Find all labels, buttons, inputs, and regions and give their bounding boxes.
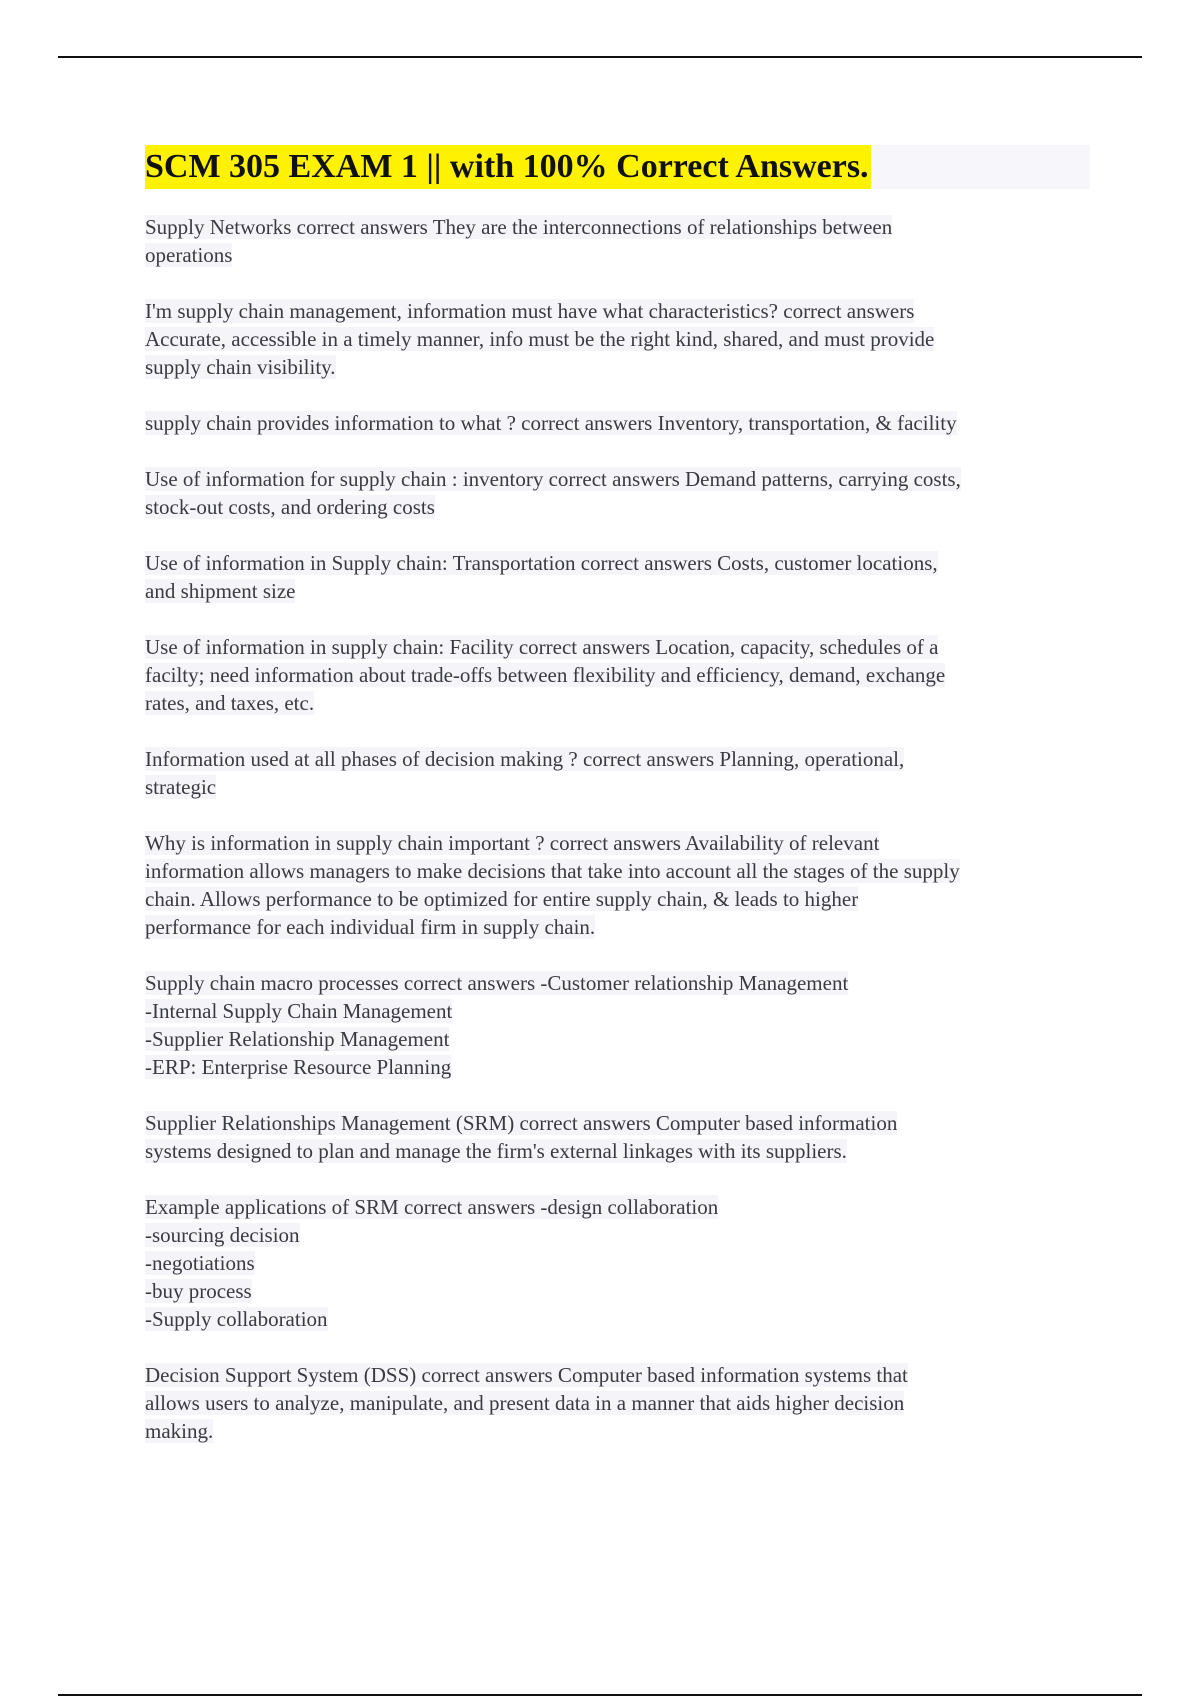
qa-item: Supply chain macro processes correct answers -Customer relationship Management -Internal Supply Chain Management -Supplier Relationship Management -ERP: Enterprise Resource Planning	[145, 971, 849, 1079]
qa-item: supply chain provides information to what ? correct answers Inventory, transportation, & facility	[145, 411, 957, 435]
bottom-rule	[58, 1694, 1142, 1696]
page-title: SCM 305 EXAM 1 || with 100% Correct Answers.	[145, 145, 871, 189]
title-band	[145, 145, 1090, 189]
qa-item: Supplier Relationships Management (SRM) correct answers Computer based information systems designed to plan and manage the firm's external linkages with its suppliers.	[145, 1111, 898, 1163]
document-body	[145, 145, 1090, 1473]
qa-item: Use of information in Supply chain: Transportation correct answers Costs, customer locations, and shipment size	[145, 551, 938, 603]
qa-item: Decision Support System (DSS) correct answers Computer based information systems that allows users to analyze, manipulate, and present data in a manner that aids higher decision making.	[145, 1363, 908, 1443]
qa-item: Example applications of SRM correct answers -design collaboration -sourcing decision -negotiations -buy process -Supply collaboration	[145, 1195, 719, 1331]
qa-item: Supply Networks correct answers They are the interconnections of relationships between operations	[145, 215, 893, 267]
top-rule	[58, 56, 1142, 58]
qa-item: Information used at all phases of decision making ? correct answers Planning, operational, strategic	[145, 747, 905, 799]
qa-item: Use of information for supply chain : inventory correct answers Demand patterns, carrying costs, stock-out costs, and ordering costs	[145, 467, 961, 519]
qa-item: Why is information in supply chain important ? correct answers Availability of relevant information allows managers to make decisions that take into account all the stages of the supply chain. Allows performance to be optimized for entire supply chain, & leads to higher performance for each individual firm in supply chain.	[145, 831, 960, 939]
qa-item: Use of information in supply chain: Facility correct answers Location, capacity, schedules of a facilty; need information about trade-offs between flexibility and efficiency, demand, exchange rates, and taxes, etc.	[145, 635, 946, 715]
qa-item: I'm supply chain management, information must have what characteristics? correct answers Accurate, accessible in a timely manner, info must be the right kind, shared, and must provide supply chain visibility.	[145, 299, 935, 379]
